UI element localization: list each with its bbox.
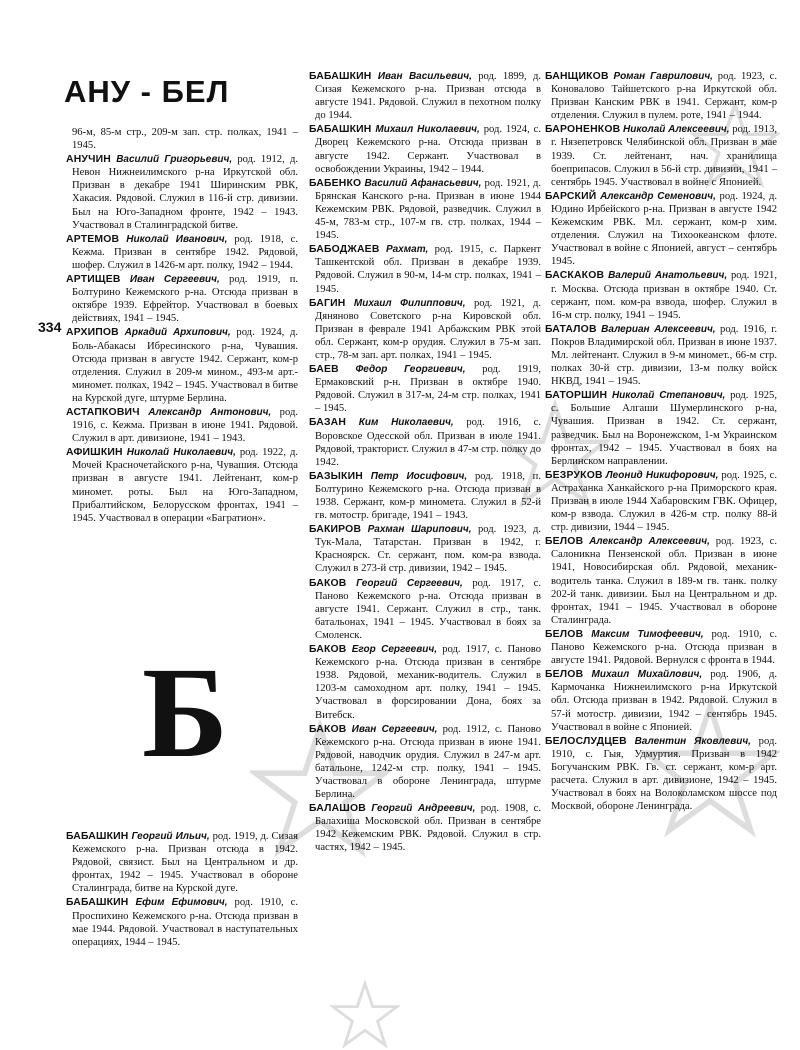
entry-text: род. 1910, с. Гыя, Удмуртия. Призван в 1942 Богучанским РВК. Гв. ст. сержант, ком-р арт. расчета. Служил в арт. дивизионе, 1942 – 1945. Участвовал в боях на Волоколамском шоссе под Москвой, обороне Ленинграда.	[551, 735, 777, 813]
biography-entry	[545, 668, 777, 733]
surname: БЕЛОВ	[545, 628, 584, 640]
entry-text: род. 1912, д. Невон Нижнеилимского р-на Иркутской обл. Призван в декабре 1941 Ширинским РВК, Хакасия. Рядовой. Служил в 116-й стр. дивизии. Был на Юго-Западном фронте, 1942 – 1943. Участвовал в Сталинградской битве.	[72, 154, 298, 231]
surname: БАЛАШОВ	[309, 803, 366, 815]
surname: БАЗЫКИН	[309, 470, 363, 482]
biography-entry	[309, 297, 541, 362]
entry-text: род. 1918, с. Кежма. Призван в сентябре 1942. Рядовой, шофер. Служил в 1426-м арт. полку, 1942 – 1944.	[72, 233, 298, 271]
entry-text: род. 1908, с. Балахиша Московской обл. Призван в сентябре 1942 Кежемским РВК. Рядовой. Служил в стр. частях, 1942 – 1945.	[315, 803, 541, 854]
surname: БАРОНЕНКОВ	[545, 124, 621, 136]
surname: БАБАШКИН	[66, 897, 129, 909]
given-names: Валентин Яковлевич,	[634, 735, 751, 747]
given-names: Ефим Ефимович,	[135, 897, 228, 909]
biography-entry	[545, 389, 777, 468]
entry-text: род. 1925, с. Большие Алгаши Шумерлинского р-на, Чувашия. Призван в 1942. Ст. сержант, разведчик. Был на Воронежском, 1-м Украинском фронтах, 1942 – 1945. Участвовал в боях на Берлинском направлении.	[551, 390, 778, 467]
entry-text: род. 1917, с. Паново Кежемского р-на. Отсюда призван в августе 1941. Сержант. Служил в стр., танк. батальонах, 1941 – 1945. Участвовал в боях за Смоленск.	[315, 577, 542, 641]
entry-text: род. 1919, Ермаковский р-н. Призван в октябре 1940. Рядовой. Служил в 317-м, 24-м стр. полках, 1941 – 1945.	[315, 364, 541, 415]
given-names: Василий Григорьевич,	[116, 154, 233, 166]
entry-text: род. 1921, д. Дяняново Советского р-на Кировской обл. Призван в феврале 1941 Арбажским РВК этой обл. Сержант, ком-р орудия. Служил в 75-м зап. стр., 78-м зап. арт. полках, 1941 – 1945.	[315, 297, 541, 361]
given-names: Иван Васильевич,	[377, 71, 472, 82]
surname: БАТОРШИН	[545, 390, 608, 402]
surname: БАБАШКИН	[66, 831, 129, 842]
surname: БАЗАН	[309, 417, 347, 429]
biography-entry	[545, 190, 777, 269]
biography-entry	[309, 123, 541, 175]
given-names: Николай Иванович,	[126, 233, 228, 245]
entry-text: род. 1923, с. Салоникна Пензенской обл. Призван в июне 1941, Новосибирская обл. Рядовой, механик-водитель танка. Служил в 189-м гв. танк. полку 202-й танк. дивизии. Был на Центральном и др. фронтах, 1941 – 1945. Участвовал в обороне Сталинграда.	[551, 536, 777, 626]
given-names: Егор Сергеевич,	[351, 644, 437, 656]
biography-entry	[66, 896, 298, 948]
column-3	[545, 70, 777, 814]
surname: БАТАЛОВ	[545, 323, 597, 335]
biography-entry	[309, 577, 541, 642]
surname: БАКОВ	[309, 723, 347, 735]
biography-entry	[545, 269, 777, 321]
entry-text: род. 1923, д. Тук-Мала, Татарстан. Призван в 1942, г. Красноярск. Ст. сержант, пом. ком-ра взвода. Служил в 273-й стр. дивизии, 1942 – 1945.	[315, 524, 541, 575]
biography-entry	[545, 323, 777, 388]
entry-text: род. 1925, с. Астраханка Ханкайского р-на Приморского края. Призван в июле 1944 Хабаровским ГВК. Офицер, ком-р взвода. Служил в 426-м стр. полку 88-й стр. дивизии, 1944 – 1945.	[551, 469, 777, 534]
surname: БАСКАКОВ	[545, 270, 605, 282]
biography-entry	[545, 469, 777, 534]
surname: БАБАШКИН	[309, 124, 372, 136]
column-1-top	[66, 126, 298, 526]
entry-text: род. 1916, г. Покров Владимирской обл. Призван в июне 1937. Мл. лейтенант. Служил в 9-м миномет., 66-м стр. полках 30-й стр. дивизии, 13-м полку войск НКВД, 1941 – 1945.	[551, 323, 777, 388]
given-names: Николай Степанович,	[611, 390, 726, 402]
surname: БАЕВ	[309, 364, 339, 376]
biography-entry	[66, 406, 298, 445]
given-names: Георгий Ильич,	[131, 831, 210, 842]
given-names: Василий Афанасьевич,	[364, 177, 482, 189]
entry-text: род. 1919, п. Болтурино Кежемского р-на. Отсюда призван в октябре 1939. Ефрейтор. Участвовал в боевых действиях, 1941 – 1945.	[72, 274, 299, 325]
given-names: Георгий Андреевич,	[371, 803, 476, 815]
biography-entry	[309, 363, 541, 415]
section-letter: Б	[142, 641, 228, 785]
entry-text: род. 1916, с. Воровское Одесской обл. Призван в июле 1941. Рядовой, тракторист. Служил в 47-м стр. полку до 1942.	[315, 417, 542, 468]
given-names: Федор Георгиевич,	[355, 364, 466, 376]
biography-entry	[66, 153, 298, 232]
surname: БАКОВ	[309, 644, 347, 656]
biography-entry	[309, 416, 541, 468]
surname: БЕЛОВ	[545, 669, 584, 681]
surname: БАБОДЖАЕВ	[309, 244, 380, 256]
surname: БАГИН	[309, 297, 346, 309]
biography-entry	[545, 735, 777, 814]
given-names: Леонид Никифорович,	[605, 469, 719, 481]
entry-text: род. 1910, с. Проспихино Кежемского р-на. Отсюда призван в мае 1944. Рядовой. Участвовал в наступательных операциях, 1944 – 1945.	[72, 897, 298, 948]
entry-text: род. 1906, д. Кармочанка Нижнеилимского р-на Иркутской обл. Отсюда призван в 1942. Рядовой. Служил в 57-й мотостр. дивизии, 1942 – сентябрь 1945. Участвовал в войне с Японией.	[551, 669, 778, 733]
biography-entry	[545, 70, 777, 122]
surname: АРХИПОВ	[66, 327, 119, 339]
given-names: Александр Антонович,	[148, 406, 272, 418]
surname: АФИШКИН	[66, 447, 123, 459]
given-names: Рахман Шарипович,	[367, 524, 472, 536]
surname: АРТЕМОВ	[66, 233, 120, 245]
entry-text: род. 1912, с. Паново Кежемского р-на. Отсюда призван в июне 1941. Рядовой, наводчик орудия. Служил в 247-м арт. батальоне, 1242-м стр. полку, 1941 – 1945. Участвовал в обороне Ленинграда, штурме Берлина.	[315, 723, 541, 801]
biography-entry	[66, 273, 298, 325]
biography-entry	[309, 723, 541, 802]
biography-entry	[545, 628, 777, 667]
entry-text: род. 1915, с. Паркент Ташкентской обл. Призван в декабре 1939. Рядовой. Служил в 90-м, 14-м стр. полках, 1941 – 1945.	[315, 244, 541, 295]
given-names: Иван Сергеевич,	[351, 723, 438, 735]
given-names: Николай Николаевич,	[126, 447, 236, 459]
surname: БАКОВ	[309, 577, 347, 589]
biography-entry	[309, 177, 541, 242]
entry-text: род. 1922, д. Мочей Красночетайского р-на, Чувашия. Отсюда призван в августе 1941. Лейтенант, ком-р миномет. роты. Был на Юго-Западном, Прибалтийском, Белорусском фронтах, 1941 – 1945. Участвовал в операции «Багратион».	[72, 447, 298, 524]
surname: БЕЛОСЛУДЦЕВ	[545, 735, 627, 747]
surname: АНУЧИН	[66, 154, 111, 166]
entry-text: род. 1918, п. Болтурино Кежемского р-на. Отсюда призван в 1938. Сержант, ком-р миномета. Служил в 52-й гв. мотостр. бригаде, 1941 – 1943.	[315, 470, 541, 522]
surname: АСТАПКОВИЧ	[66, 406, 140, 418]
given-names: Роман Гаврилович,	[613, 71, 713, 82]
entry-text: род. 1924, с. Дворец Кежемского р-на. Отсюда призван в августе 1942. Сержант. Участвовал в освобождении Украины, 1942 – 1944.	[315, 124, 541, 175]
biography-entry	[309, 243, 541, 295]
biography-entry	[66, 830, 298, 895]
given-names: Михаил Михайлович,	[591, 669, 703, 681]
entry-text: род. 1921, д. Брянская Канского р-на. Призван в июне 1944 Кежемским РВК. Рядовой, разведчик. Служил в 45-м, 783-м стр., 107-м гв. стр. полках, 1944 – 1945.	[315, 177, 542, 242]
entry-text: род. 1924, д. Юдино Ирбейского р-на. Призван в августе 1942 Кежемским РВК. Мл. сержант, ком-р хим. отделения. Служил на Тихоокеанском флоте. Участвовал в войне с Японией, август – сентябрь 1945.	[551, 190, 777, 268]
biography-entry	[545, 123, 777, 188]
given-names: Валериан Алексеевич,	[601, 323, 716, 335]
surname: БЕЛОВ	[545, 536, 584, 548]
entry-text: род. 1913, г. Нязепетровск Челябинской обл. Призван в мае 1939. Ст. лейтенант, нач. хранилища боеприпасов. Служил в 56-й стр. дивизии, 1941 – сентябрь 1945. Участвовал в войне с Японией.	[551, 124, 778, 188]
entry-text: 96-м, 85-м стр., 209-м зап. стр. полках, 1941 – 1945.	[72, 127, 298, 152]
biography-entry	[66, 233, 298, 272]
entry-text: род. 1916, с. Кежма. Призван в июне 1941. Рядовой. Служил в арт. дивизионе, 1941 – 1943.	[72, 406, 298, 445]
given-names: Валерий Анатольевич,	[608, 270, 728, 282]
surname: АРТИЩЕВ	[66, 274, 121, 286]
watermark-star-icon	[330, 980, 400, 1050]
entry-text: род. 1924, д. Боль-Абакасы Ибресинского р-на, Чувашия. Отсюда призван в августе 1942. Сержант, ком-р отделения. Служил в 209-м мином., 493-м арт.-миномет. полках, 1942 – 1945. Участвовал в битве на Курской дуге, штурме Берлина.	[72, 327, 299, 404]
given-names: Аркадий Архипович,	[124, 327, 231, 339]
biography-entry	[66, 326, 298, 405]
surname: БАРСКИЙ	[545, 190, 597, 202]
biography-entry	[309, 70, 541, 122]
surname: БАБАШКИН	[309, 71, 372, 82]
biography-entry	[309, 470, 541, 522]
given-names: Петр Иосифович,	[370, 470, 468, 482]
section-heading: АНУ - БЕЛ	[64, 74, 230, 109]
entry-text: род. 1921, г. Москва. Отсюда призван в октябре 1940. Ст. сержант, пом. ком-ра взвода, шофер. Служил в 16-м стр. полку, 1941 – 1945.	[551, 270, 777, 321]
given-names: Михаил Николаевич,	[375, 124, 480, 136]
given-names: Михаил Филиппович,	[353, 297, 466, 309]
given-names: Александр Семенович,	[600, 190, 716, 202]
entry-text: род. 1899, д. Сизая Кежемского р-на. Призван отсюда в августе 1941. Рядовой. Служил в пехотном полку до 1944.	[315, 71, 542, 122]
surname: БАБЕНКО	[309, 177, 362, 189]
biography-entry	[545, 535, 777, 627]
column-1-bottom	[66, 830, 298, 950]
given-names: Георгий Сергеевич,	[356, 577, 463, 589]
given-names: Александр Алексеевич,	[589, 536, 710, 548]
given-names: Иван Сергеевич,	[129, 274, 220, 286]
surname: БАНЩИКОВ	[545, 71, 609, 82]
entry-text: род. 1919, д. Сизая Кежемского р-на. Призван отсюда в 1942. Рядовой, связист. Был на Центральном и др. фронтах, 1942 – 1945. Участвовал в обороне Сталинграда, битве на Курской дуге.	[72, 831, 298, 895]
given-names: Рахмат,	[385, 244, 429, 256]
biography-entry	[309, 643, 541, 722]
given-names: Николай Алексеевич,	[622, 124, 730, 136]
surname: БЕЗРУКОВ	[545, 469, 603, 481]
biography-entry	[66, 446, 298, 525]
page-number: 334	[38, 319, 62, 335]
given-names: Ким Николаевич,	[358, 417, 454, 429]
column-2	[309, 70, 541, 856]
entry-text: род. 1910, с. Паново Кежемского р-на. Отсюда призван в августе 1941. Рядовой. Вернулся с фронта в 1944.	[551, 628, 777, 667]
biography-entry	[309, 523, 541, 575]
surname: БАКИРОВ	[309, 524, 362, 536]
entry-text: род. 1917, с. Паново Кежемского р-на. Отсюда призван в сентябре 1938. Рядовой, механик-водитель. Служил в 1203-м самоходном арт. полку, 1941 – 1945. Участвовал в форсировании Дона, боях за Витебск.	[315, 644, 541, 721]
biography-entry	[309, 802, 541, 854]
biography-entry	[66, 126, 298, 152]
given-names: Максим Тимофеевич,	[591, 628, 704, 640]
entry-text: род. 1923, с. Коновалово Тайшетского р-на Иркутской обл. Призван Канским РВК в 1941. Сержант, ком-р отделения. Служил в пулем. роте, 1941 – 1944.	[551, 71, 778, 122]
